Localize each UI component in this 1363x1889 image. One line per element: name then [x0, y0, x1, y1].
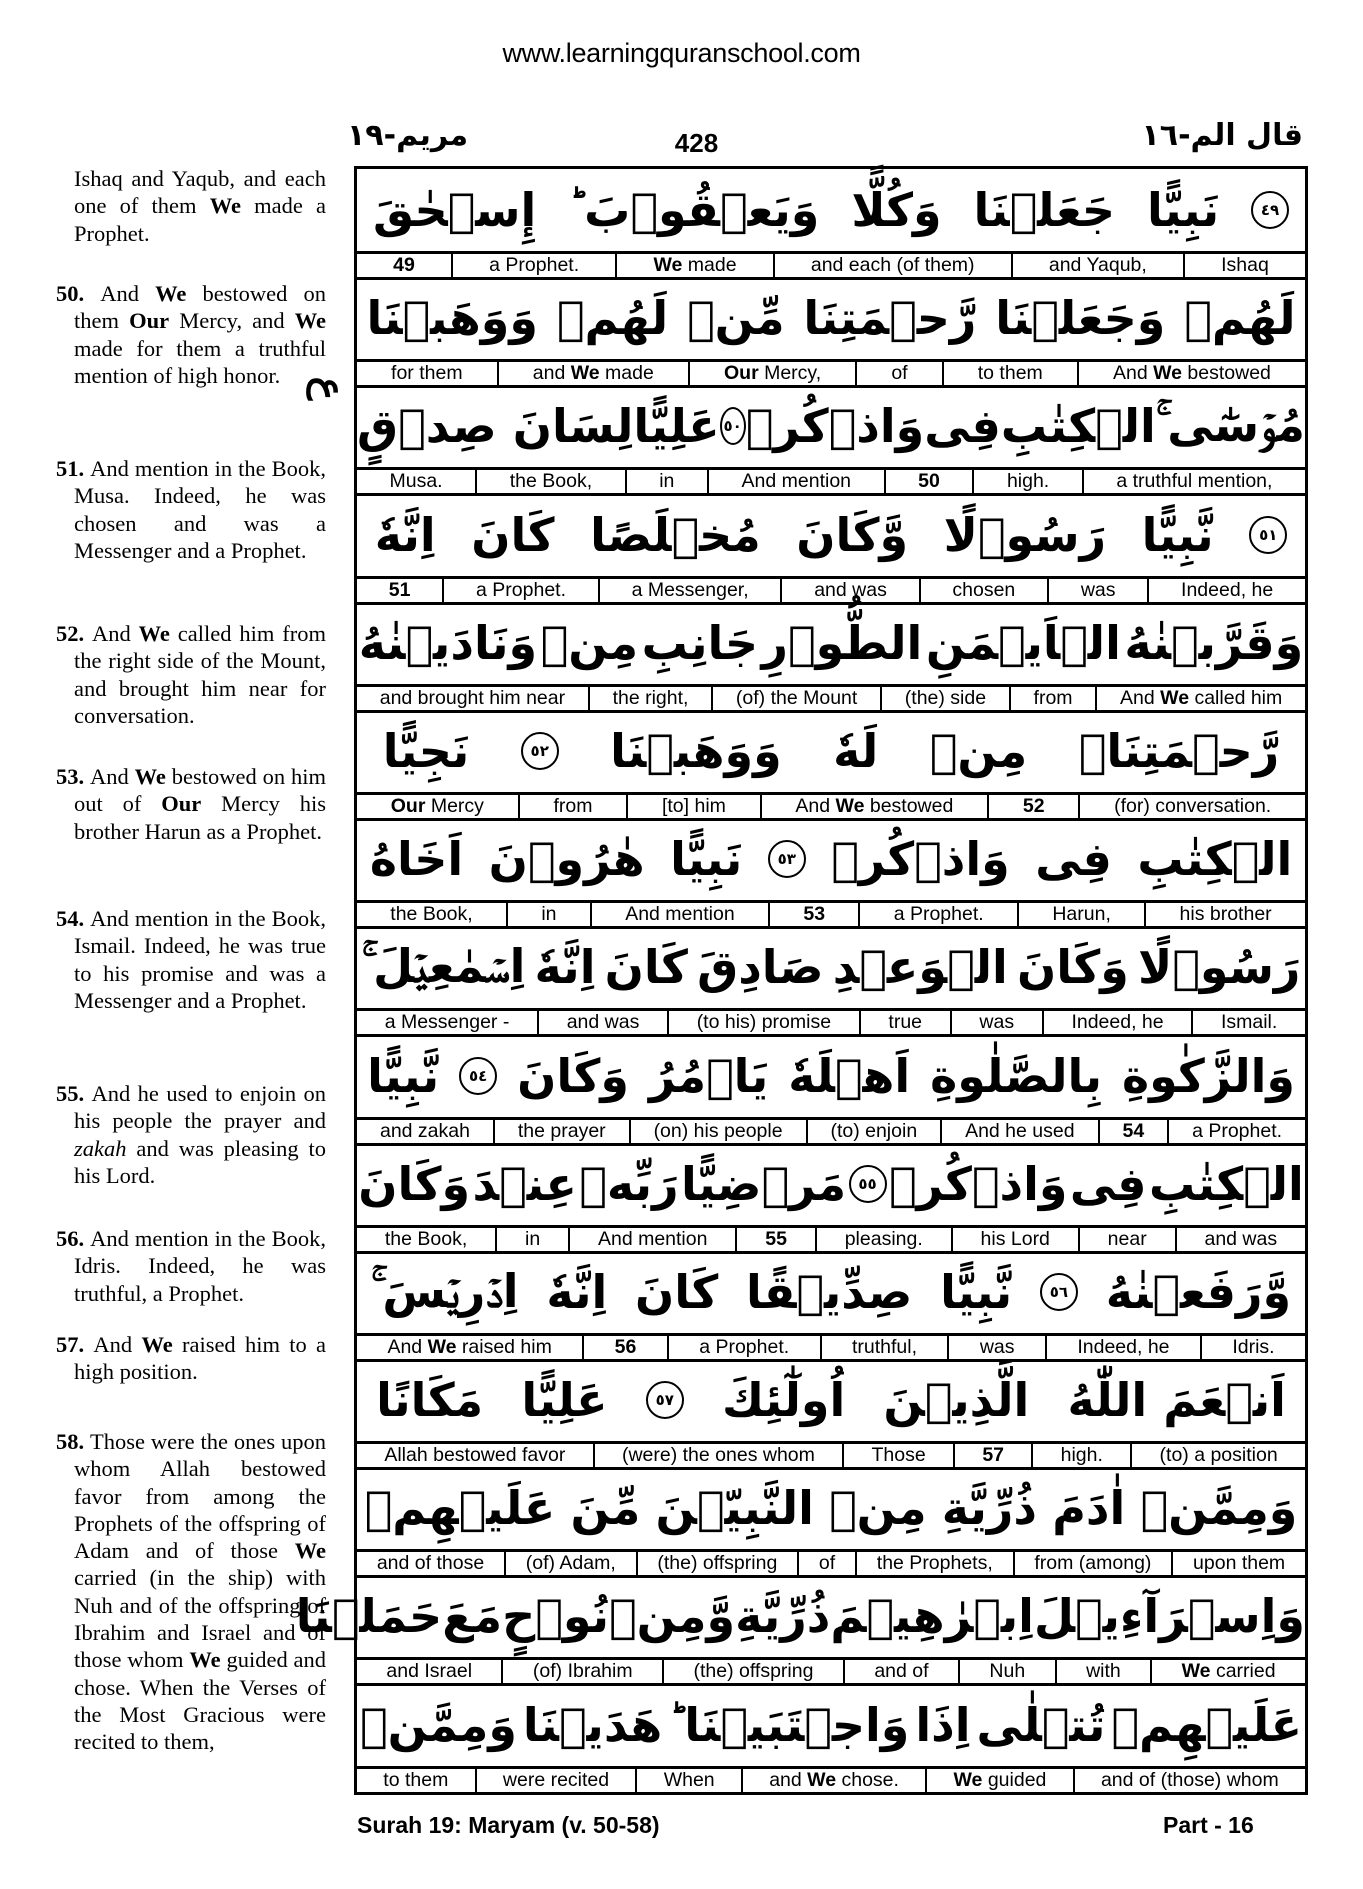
- arabic-word: مَكَانًا: [376, 1373, 484, 1428]
- arabic-word: رَّحۡمَتِنَا: [803, 291, 977, 346]
- gloss-cell: high.: [1031, 1444, 1130, 1467]
- arabic-line: [357, 1684, 1305, 1769]
- arabic-word: اَخَاهُ: [369, 832, 464, 887]
- ayah-end-marker: ٥٢: [521, 732, 559, 770]
- ayah-end-marker: ٥٤: [459, 1057, 497, 1095]
- gloss-cell: Harun,: [1017, 903, 1144, 926]
- arabic-line: [357, 169, 1305, 254]
- arabic-line: [357, 1251, 1305, 1336]
- arabic-word: إِسۡحٰقَ: [373, 183, 537, 237]
- gloss-cell: was: [950, 1011, 1042, 1034]
- arabic-word: وَاجۡتَبَيۡنَا ؕ: [668, 1697, 910, 1752]
- arabic-word: اِسۡمٰعِيۡلَ ۚ: [361, 939, 526, 994]
- verse-number-cell: 57: [953, 1444, 1031, 1467]
- gloss-cell: to them: [383, 1768, 449, 1791]
- verse-row: [357, 385, 1305, 493]
- arabic-line: [357, 385, 1305, 470]
- arabic-word: وَوَهَبۡنَا: [610, 723, 782, 778]
- gloss-cell: a truthful mention,: [1082, 470, 1305, 493]
- gloss-cell: (to his) promise: [667, 1011, 859, 1034]
- verse-number: 52.: [56, 621, 93, 646]
- gloss-cell: Allah bestowed favor: [384, 1444, 566, 1467]
- gloss-cell: from: [518, 795, 627, 818]
- gloss-cell: with: [1055, 1660, 1151, 1683]
- gloss-cell: and zakah: [379, 1119, 470, 1142]
- arabic-line: [357, 1035, 1305, 1120]
- arabic-word: وَجَعَلۡنَا: [995, 291, 1166, 346]
- english-gloss-line: [357, 1444, 1305, 1470]
- gloss-cell: and Israel: [386, 1660, 473, 1683]
- gloss-cell: a Prophet.: [442, 579, 598, 602]
- arabic-word: مِنۡ: [540, 615, 639, 670]
- arabic-word: فِى: [924, 399, 1001, 454]
- arabic-word: صَادِقَ: [697, 940, 824, 995]
- arabic-word: وَوَهَبۡنَا: [366, 291, 538, 346]
- page-number: 428: [674, 128, 719, 158]
- verse-row: [357, 926, 1305, 1034]
- verse-row: [357, 1359, 1305, 1467]
- arabic-line: [357, 277, 1305, 362]
- english-gloss-line: [357, 1660, 1305, 1686]
- translation-paragraph: [56, 763, 326, 845]
- arabic-word: وَاذۡكُرۡ: [831, 832, 1010, 887]
- arabic-word: وَمِمَّنۡ: [1140, 1481, 1298, 1536]
- gloss-cell: near: [1078, 1228, 1175, 1251]
- arabic-word: وَنَادَيۡنٰهُ: [358, 615, 538, 670]
- translation-text: Ishaq and Yaqub, and each one of them We made a Prophet.: [74, 166, 327, 246]
- arabic-word: كَانَ: [604, 940, 688, 995]
- gloss-cell: Nuh: [958, 1660, 1055, 1683]
- arabic-word: اِدۡرِيۡسَ ۚ: [370, 1263, 519, 1318]
- english-gloss-line: [357, 1336, 1305, 1362]
- verse-number-cell: 53: [768, 903, 858, 926]
- gloss-cell: And We bestowed: [1077, 362, 1305, 385]
- arabic-word: نَبِيًّا: [670, 832, 743, 887]
- translation-text: And We bestowed on him out of Our Mercy his brother Harun as a Prophet.: [74, 764, 327, 844]
- arabic-word: عَلَيۡهِمۡ: [1111, 1697, 1303, 1752]
- arabic-word: الۡكِتٰبِ: [1000, 399, 1156, 454]
- verse-row: [295, 1575, 1305, 1683]
- arabic-word: نَّبِيًّا: [367, 1048, 440, 1103]
- arabic-word: صِدِّيۡقًا: [746, 1264, 913, 1319]
- gloss-cell: (were) the ones whom: [593, 1444, 843, 1467]
- translation-paragraph: [56, 1331, 326, 1386]
- footer-part: Part - 16: [1163, 1812, 1254, 1838]
- arabic-word: كَانَ: [635, 1264, 719, 1319]
- verse-number-cell: 52: [987, 795, 1078, 818]
- gloss-cell: a Messenger -: [384, 1011, 510, 1034]
- gloss-cell: the Book,: [390, 903, 473, 926]
- arabic-word: هَدَيۡنَا: [522, 1697, 663, 1752]
- arabic-word: مِنۡ: [929, 723, 1028, 778]
- arabic-word: لَهٗ: [833, 723, 879, 778]
- gloss-cell: the Prophets,: [855, 1552, 1013, 1575]
- gloss-cell: of: [855, 362, 941, 385]
- gloss-cell: Idris.: [1200, 1336, 1305, 1359]
- translation-text: And mention in the Book, Idris. Indeed, he was truthful, a Prophet.: [74, 1226, 326, 1306]
- arabic-word: وَّرَفَعۡنٰهُ: [1105, 1264, 1292, 1319]
- arabic-word: تُتۡلٰى: [976, 1697, 1106, 1752]
- gloss-cell: in: [495, 1228, 568, 1251]
- gloss-cell: And he used: [940, 1120, 1097, 1143]
- gloss-cell: Indeed, he: [1042, 1011, 1192, 1034]
- arabic-word: ذُرِّيَّةِ: [735, 1589, 831, 1644]
- translation-text: And he used to enjoin on his people the prayer and zakah and was pleasing to his Lord.: [74, 1081, 327, 1188]
- ayah-end-marker: ٥٧: [646, 1381, 684, 1419]
- gloss-cell: And We raised him: [387, 1335, 552, 1358]
- gloss-cell: Those: [842, 1444, 953, 1467]
- gloss-cell: (to) enjoin: [806, 1120, 941, 1143]
- gloss-cell: [to] him: [626, 795, 759, 818]
- juz-name-arabic: قال الم-١٦: [1141, 118, 1303, 153]
- gloss-cell: of: [797, 1552, 855, 1575]
- arabic-word: جَانِبِ: [641, 615, 758, 670]
- verse-number-cell: 56: [582, 1336, 667, 1359]
- gloss-cell: true: [859, 1011, 950, 1034]
- ayah-end-marker: ٥١: [1249, 516, 1287, 554]
- gloss-cell: a Prophet.: [451, 254, 615, 277]
- verse-row: [357, 1684, 1305, 1792]
- gloss-cell: and of those: [376, 1552, 485, 1575]
- ayah-end-marker: ٥٠: [720, 407, 746, 445]
- verse-row: [357, 1143, 1305, 1251]
- translation-paragraph: [56, 620, 326, 729]
- gloss-cell: And We called him: [1095, 687, 1305, 710]
- verse-number: 54.: [56, 906, 91, 931]
- arabic-word: جَعَلۡنَا: [973, 183, 1116, 237]
- gloss-cell: and We made: [497, 362, 688, 385]
- verse-number: 58.: [56, 1429, 91, 1454]
- arabic-word: هٰرُوۡنَ: [488, 832, 645, 887]
- translation-paragraph: [56, 455, 326, 564]
- english-gloss-line: [357, 795, 1305, 821]
- word-by-word-table: [295, 166, 1308, 1795]
- arabic-word: الَّذِيۡنَ: [883, 1373, 1030, 1428]
- arabic-word: عَلَيۡهِمۡ: [364, 1481, 556, 1536]
- gloss-cell: from (among): [1013, 1552, 1172, 1575]
- gloss-cell: for them: [391, 362, 463, 385]
- gloss-cell: were recited: [475, 1769, 636, 1792]
- arabic-word: اِبۡرٰهِيۡمَ: [830, 1589, 1034, 1644]
- arabic-word: مِنۡ: [829, 1481, 927, 1536]
- gloss-cell: the prayer: [493, 1120, 629, 1143]
- english-gloss-line: [357, 579, 1305, 605]
- gloss-cell: We made: [615, 254, 772, 277]
- translation-paragraph: [56, 905, 326, 1014]
- arabic-word: اَنۡعَمَ اللّٰهُ: [1067, 1373, 1286, 1428]
- arabic-word: وَكَانَ: [517, 1048, 630, 1103]
- verse-row: [357, 710, 1305, 818]
- arabic-word: وَّكَانَ: [796, 507, 909, 562]
- english-gloss-line: [357, 470, 1305, 496]
- gloss-cell: Our Mercy,: [688, 362, 855, 385]
- gloss-cell: and was: [1175, 1228, 1305, 1251]
- english-gloss-line: [357, 1552, 1305, 1578]
- arabic-word: مَعَ: [442, 1589, 503, 1644]
- arabic-word: وَاذۡكُرۡ: [888, 1156, 1068, 1211]
- translation-text: And We raised him to a high position.: [74, 1332, 327, 1385]
- gloss-cell: in: [506, 903, 590, 926]
- arabic-word: نَبِيًّا: [1147, 183, 1220, 237]
- gloss-cell: his Lord: [951, 1228, 1078, 1251]
- arabic-word: مِّنۡ: [687, 291, 785, 346]
- gloss-cell: (of) Ibrahim: [501, 1660, 662, 1683]
- translation-text: And mention in the Book, Musa. Indeed, he was chosen and was a Messenger and a Prophet.: [74, 456, 326, 563]
- translation-text: And We bestowed on them Our Mercy, and We made for them a truthful mention of high honor.: [74, 281, 327, 388]
- arabic-word: النَّبِيّٖنَ: [655, 1481, 814, 1536]
- gloss-cell: and of: [843, 1660, 958, 1683]
- arabic-word: مَرۡضِيًّا: [680, 1156, 847, 1211]
- arabic-word: اُولٰٓئِكَ: [721, 1373, 846, 1428]
- verse-row: [357, 818, 1305, 926]
- gloss-cell: And mention: [707, 470, 884, 493]
- english-gloss-line: [357, 687, 1305, 713]
- gloss-cell: a Prophet.: [667, 1336, 820, 1359]
- verse-number-cell: 55: [735, 1228, 814, 1251]
- website-url: www.learningquranschool.com: [502, 38, 861, 68]
- gloss-cell: And mention: [590, 903, 768, 926]
- verse-number: 53.: [56, 764, 91, 789]
- translation-text: And mention in the Book, Ismail. Indeed, he was true to his promise and was a Messenger and a Prophet.: [74, 906, 326, 1013]
- gloss-cell: (of) the Mount: [711, 687, 880, 710]
- footer-surah-title: Surah 19: Maryam (v. 50-58): [357, 1812, 660, 1838]
- gloss-cell: and brought him near: [379, 686, 566, 709]
- gloss-cell: (to) a position: [1130, 1444, 1305, 1467]
- gloss-cell: to them: [942, 362, 1077, 385]
- verse-row: [357, 169, 1305, 277]
- arabic-word: ذُرِّيَّةِ: [941, 1481, 1038, 1536]
- gloss-cell: upon them: [1171, 1552, 1305, 1575]
- arabic-word: رَسُوۡلًا: [943, 507, 1107, 562]
- verse-row: [357, 494, 1305, 602]
- gloss-cell: When: [635, 1769, 741, 1792]
- arabic-word: يَاۡمُرُ: [648, 1048, 769, 1103]
- english-gloss-line: [357, 1120, 1305, 1146]
- verse-row: [357, 277, 1305, 385]
- english-gloss-line: [357, 1228, 1305, 1254]
- gloss-cell: Our Mercy: [390, 794, 484, 817]
- arabic-word: وَقَرَّبۡنٰهُ: [1124, 615, 1304, 670]
- arabic-word: نَجِيًّا: [382, 723, 470, 778]
- gloss-cell: (for) conversation.: [1078, 795, 1305, 818]
- arabic-word: اِنَّهٗ: [546, 1264, 608, 1319]
- arabic-word: نَّبِيًّا: [940, 1264, 1013, 1319]
- translation-text: Those were the ones upon whom Allah bestowed favor from among the Prophets of the offspring of Adam and of those We carried (in the ship) with Nuh and of the offspring of Ibrahim and Israel and of those whom We guided and chose. When the Verses of the Most Gracious were recited to them,: [74, 1429, 326, 1755]
- arabic-word: مُخۡلَصًا: [590, 507, 761, 562]
- arabic-word: اِنَّهٗ: [374, 507, 436, 562]
- arabic-word: الۡكِتٰبِ: [1137, 832, 1293, 887]
- verse-row: [357, 602, 1305, 710]
- translation-paragraph: [56, 1225, 326, 1307]
- gloss-cell: Ismail.: [1191, 1011, 1305, 1034]
- verse-number: 50.: [56, 281, 101, 306]
- arabic-line: [357, 494, 1305, 579]
- arabic-word: وَّمِنۡ: [609, 1589, 736, 1644]
- arabic-line: [295, 1575, 1305, 1660]
- gloss-cell: (of) Adam,: [504, 1552, 636, 1575]
- arabic-word: وَكُلًّا: [851, 183, 942, 237]
- arabic-word: فِى: [1035, 832, 1112, 887]
- gloss-cell: We carried: [1150, 1660, 1305, 1683]
- gloss-cell: (on) his people: [629, 1120, 806, 1143]
- arabic-word: فِى: [1069, 1156, 1147, 1211]
- arabic-word: وَيَعۡقُوۡبَ ؕ: [568, 183, 820, 237]
- gloss-cell: and was: [537, 1011, 667, 1034]
- gloss-cell: in: [625, 470, 707, 493]
- arabic-word: لَهُمۡ: [556, 291, 669, 346]
- gloss-cell: chosen: [919, 579, 1047, 602]
- arabic-word: لَهُمۡ: [1184, 291, 1296, 346]
- gloss-cell: Ishaq: [1183, 254, 1305, 277]
- arabic-word: اِذَا: [915, 1697, 971, 1752]
- gloss-cell: truthful,: [820, 1336, 948, 1359]
- gloss-cell: Indeed, he: [1147, 579, 1305, 602]
- arabic-word: اِنَّهٗ: [534, 940, 596, 995]
- arabic-word: وَاذۡكُرۡ: [745, 399, 925, 454]
- arabic-word: عِنۡدَ: [472, 1156, 577, 1211]
- verse-number: 57.: [56, 1332, 94, 1357]
- arabic-line: [357, 1359, 1305, 1444]
- arabic-word: الطُّوۡرِ: [761, 615, 923, 670]
- ayah-end-marker: ٤٩: [1251, 191, 1289, 229]
- gloss-cell: high.: [972, 470, 1081, 493]
- arabic-word: نُوۡحٍ: [502, 1589, 609, 1644]
- english-gloss-line: [357, 254, 1305, 280]
- verse-row: [357, 1467, 1305, 1575]
- surah-name-arabic: مريم-١٩: [347, 118, 469, 153]
- gloss-cell: Indeed, he: [1045, 1336, 1200, 1359]
- ayah-end-marker: ٥٥: [849, 1165, 887, 1203]
- gloss-cell: (the) offspring: [662, 1660, 843, 1683]
- arabic-word: وَكَانَ: [1016, 940, 1129, 995]
- arabic-line: [357, 710, 1305, 795]
- arabic-word: الۡكِتٰبِ: [1148, 1156, 1304, 1211]
- gloss-cell: was: [1047, 579, 1147, 602]
- verse-number: 55.: [56, 1081, 92, 1106]
- ayah-end-marker: ٥٦: [1040, 1273, 1078, 1311]
- ayah-end-marker: ٥٣: [768, 840, 806, 878]
- verse-row: [357, 1035, 1305, 1143]
- translation-text: And We called him from the right side of the Mount, and brought him near for conversation.: [74, 621, 327, 728]
- gloss-cell: the Book,: [475, 470, 625, 493]
- gloss-cell: a Messenger,: [598, 579, 781, 602]
- gloss-cell: his brother: [1144, 903, 1305, 926]
- translation-paragraph: [56, 1080, 326, 1189]
- arabic-word: رَسُوۡلًا: [1138, 940, 1301, 995]
- arabic-line: [357, 926, 1305, 1011]
- arabic-word: اَهۡلَهٗ: [788, 1048, 911, 1103]
- gloss-cell: the right,: [588, 687, 711, 710]
- arabic-word: وَمِمَّنۡ: [360, 1697, 517, 1752]
- arabic-word: الۡوَعۡدِ: [832, 940, 1008, 995]
- arabic-word: رَّحۡمَتِنَاۤ: [1078, 723, 1280, 778]
- gloss-cell: was: [947, 1336, 1045, 1359]
- english-gloss-line: [357, 1011, 1305, 1037]
- arabic-word: رَبِّهٖ: [579, 1156, 679, 1211]
- ruku-mark: ع: [306, 376, 354, 401]
- english-gloss-line: [357, 362, 1305, 388]
- gloss-cell: and Yaqub,: [1011, 254, 1183, 277]
- gloss-cell: and each (of them): [773, 254, 1011, 277]
- gloss-cell: We guided: [925, 1769, 1072, 1792]
- gloss-cell: from: [1009, 687, 1095, 710]
- verse-number: 56.: [56, 1226, 91, 1251]
- gloss-cell: (the) side: [880, 687, 1009, 710]
- arabic-word: نَّبِيًّا: [1141, 507, 1214, 562]
- arabic-line: [357, 1467, 1305, 1552]
- verse-number: 51.: [56, 456, 91, 481]
- gloss-cell: Musa.: [389, 470, 443, 493]
- arabic-word: حَمَلۡنَا: [295, 1589, 443, 1644]
- translation-paragraph: [56, 280, 326, 389]
- arabic-word: اٰدَمَ: [1052, 1481, 1126, 1536]
- verse-number-cell: 54: [1098, 1120, 1168, 1143]
- arabic-word: وَاِسۡرَآءِيۡلَ: [1033, 1589, 1305, 1644]
- gloss-cell: And mention: [568, 1228, 735, 1251]
- arabic-word: بِالصَّلٰوةِ: [930, 1048, 1103, 1103]
- arabic-word: مُوۡسٰٓى ۚ: [1155, 398, 1305, 453]
- arabic-word: مِّنَ: [570, 1481, 641, 1536]
- gloss-cell: pleasing.: [815, 1228, 951, 1251]
- gloss-cell: the Book,: [384, 1227, 468, 1250]
- arabic-line: [357, 818, 1305, 903]
- translation-paragraph: [56, 165, 326, 247]
- arabic-word: عَلِيًّا: [633, 399, 720, 454]
- gloss-cell: and We chose.: [741, 1769, 925, 1792]
- gloss-cell: And We bestowed: [760, 795, 987, 818]
- gloss-cell: and of (those) whom: [1073, 1769, 1305, 1792]
- verse-number-cell: 50: [884, 470, 973, 493]
- arabic-word: وَالزَّكٰوةِ: [1122, 1048, 1296, 1103]
- english-gloss-line: [357, 903, 1305, 929]
- verse-number-cell: 49: [393, 254, 415, 276]
- arabic-word: لِسَانَ صِدۡقٍ: [357, 399, 634, 454]
- arabic-line: [357, 602, 1305, 687]
- gloss-cell: and was: [780, 579, 918, 602]
- arabic-word: كَانَ: [471, 507, 555, 562]
- arabic-word: الۡاَيۡمَنِ: [925, 615, 1121, 670]
- arabic-line: [357, 1143, 1305, 1228]
- arabic-word: وَكَانَ: [358, 1156, 471, 1211]
- gloss-cell: a Prophet.: [858, 903, 1017, 926]
- arabic-word: عَلِيًّا: [521, 1373, 608, 1428]
- verse-number-cell: 51: [388, 578, 411, 601]
- gloss-cell: (the) offspring: [636, 1552, 798, 1575]
- verse-row: [357, 1251, 1305, 1359]
- translation-paragraph: [56, 1428, 326, 1756]
- gloss-cell: a Prophet.: [1167, 1120, 1305, 1143]
- english-gloss-line: [357, 1769, 1305, 1792]
